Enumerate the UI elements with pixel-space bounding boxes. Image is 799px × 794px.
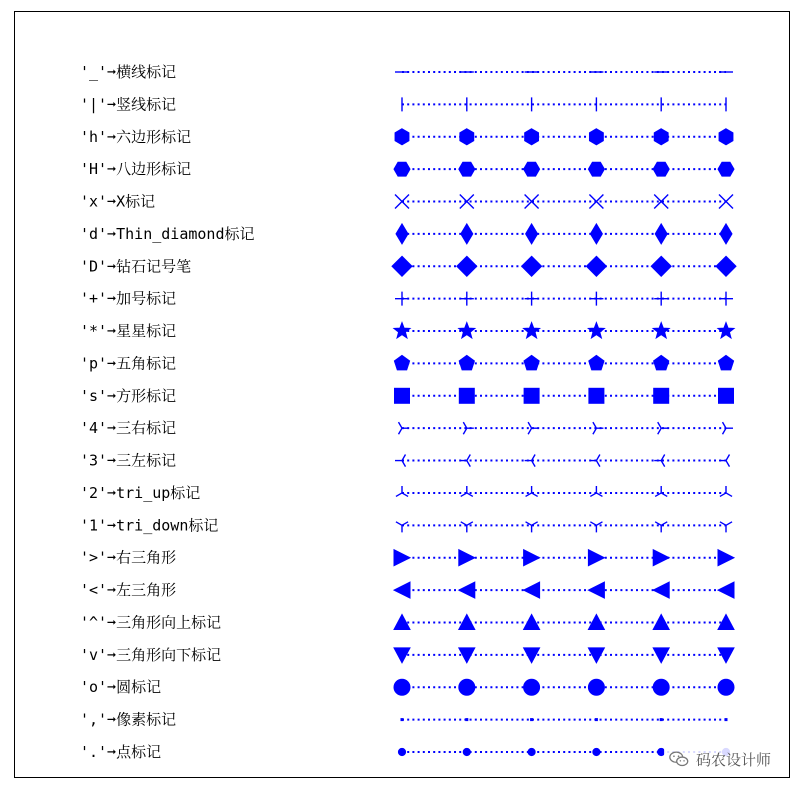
series-label: 'v'➞三角形向下标记 [80, 645, 222, 664]
series-label: 's'➞方形标记 [80, 386, 177, 405]
marker-point [394, 550, 410, 566]
marker-point [588, 550, 604, 566]
marker-point [524, 582, 540, 598]
series-3 [80, 128, 733, 146]
marker-point [459, 355, 474, 369]
series-label: 'd'➞Thin_diamond标记 [80, 224, 255, 243]
series-1 [80, 63, 733, 81]
marker-point [588, 582, 604, 598]
marker-point [392, 256, 412, 276]
marker-point [460, 455, 471, 467]
marker-point [720, 486, 732, 497]
marker-point [459, 679, 475, 695]
marker-point [718, 679, 734, 695]
marker-point [526, 224, 538, 244]
marker-point [395, 388, 410, 403]
series-18 [80, 613, 734, 631]
series-label: 'D'➞钻石记号笔 [80, 257, 192, 276]
marker-point [460, 195, 474, 209]
series-6 [80, 224, 732, 244]
marker-point [525, 195, 539, 209]
marker-point [660, 719, 662, 721]
series-label: '3'➞三左标记 [80, 451, 177, 470]
series-14 [80, 484, 732, 502]
watermark [664, 746, 775, 772]
marker-point [589, 292, 603, 306]
marker-point [466, 719, 468, 721]
series-19 [80, 646, 734, 664]
marker-point [718, 323, 734, 338]
marker-point [589, 455, 600, 467]
series-22 [80, 743, 730, 761]
marker-point [589, 355, 604, 369]
series-label: 'p'➞五角标记 [80, 354, 177, 373]
marker-point [655, 522, 667, 533]
series-5 [80, 193, 733, 211]
marker-point [459, 388, 474, 403]
series-label: '4'➞三右标记 [80, 419, 177, 438]
marker-point [723, 422, 734, 434]
series-label: 'h'➞六边形标记 [80, 127, 192, 146]
marker-point [394, 582, 410, 598]
marker-point [720, 522, 732, 533]
marker-point [589, 129, 603, 145]
series-10 [80, 354, 734, 372]
marker-point [590, 224, 602, 244]
marker-point [588, 679, 604, 695]
marker-point [528, 748, 535, 755]
series-label: '>'➞右三角形 [80, 548, 177, 567]
marker-point [654, 388, 669, 403]
marker-point [524, 323, 540, 338]
series-label: 'x'➞X标记 [80, 192, 156, 211]
marker-point [718, 550, 734, 566]
marker-point [655, 224, 667, 244]
series-label: 'H'➞八边形标记 [80, 160, 192, 179]
marker-point [461, 522, 473, 533]
marker-point [653, 162, 669, 176]
series-label: '<'➞左三角形 [80, 581, 177, 600]
marker-point [531, 719, 533, 721]
marker-point [725, 719, 727, 721]
series-20 [80, 678, 734, 696]
marker-point [718, 582, 734, 598]
series-label: '2'➞tri_up标记 [80, 483, 201, 502]
marker-point [718, 355, 733, 369]
marker-point [394, 355, 409, 369]
marker-point [658, 422, 669, 434]
marker-point [720, 224, 732, 244]
marker-point [459, 550, 475, 566]
series-label: '|'➞竖线标记 [80, 95, 177, 114]
series-9 [80, 322, 734, 340]
marker-point [524, 388, 539, 403]
marker-point [394, 323, 410, 338]
marker-point [395, 129, 409, 145]
marker-point [461, 486, 473, 497]
marker-point [525, 292, 539, 306]
series-11 [80, 387, 734, 405]
marker-point [526, 522, 538, 533]
series-12 [80, 419, 733, 437]
marker-point [459, 582, 475, 598]
marker-point [526, 486, 538, 497]
series-label: '_'➞横线标记 [80, 63, 177, 81]
marker-point [398, 748, 405, 755]
marker-point [460, 292, 474, 306]
marker-point [459, 323, 475, 338]
series-label: '+'➞加号标记 [80, 289, 177, 308]
marker-point [653, 323, 669, 338]
marker-point [651, 256, 671, 276]
marker-point [653, 679, 669, 695]
series-13 [80, 452, 730, 470]
marker-point [719, 455, 730, 467]
marker-point [457, 256, 477, 276]
marker-point [588, 162, 604, 176]
marker-point [524, 614, 540, 629]
marker-point [401, 719, 403, 721]
marker-point [654, 195, 668, 209]
marker-point [653, 550, 669, 566]
marker-point [394, 679, 410, 695]
marker-point [588, 323, 604, 338]
watermark-text: 码农设计师 [695, 750, 771, 769]
marker-point [653, 614, 669, 629]
series-label: '*'➞星星标记 [80, 322, 177, 341]
marker-point [395, 195, 409, 209]
marker-point [653, 648, 669, 663]
marker-point [593, 748, 600, 755]
marker-point [595, 719, 597, 721]
series-15 [80, 516, 732, 534]
series-8 [80, 290, 733, 308]
marker-point [524, 679, 540, 695]
marker-point [396, 486, 408, 497]
series-label: '^'➞三角形向上标记 [80, 613, 222, 632]
series-16 [80, 549, 734, 567]
marker-point [396, 224, 408, 244]
marker-point [395, 292, 409, 306]
marker-point [524, 550, 540, 566]
series-label: 'o'➞圆标记 [80, 678, 162, 697]
marker-point [654, 292, 668, 306]
marker-point [459, 162, 475, 176]
marker-point [399, 422, 410, 434]
marker-point [719, 129, 733, 145]
series-label: '1'➞tri_down标记 [80, 516, 219, 535]
marker-point [524, 162, 540, 176]
marker-point [460, 129, 474, 145]
marker-point [653, 582, 669, 598]
marker-point [528, 422, 539, 434]
marker-point [461, 224, 473, 244]
series-17 [80, 581, 734, 599]
marker-point [655, 486, 667, 497]
marker-point [590, 486, 602, 497]
series-label: ','➞像素标记 [80, 710, 177, 729]
series-2 [80, 95, 726, 113]
series-4 [80, 160, 734, 178]
marker-point [524, 355, 539, 369]
marker-point [589, 388, 604, 403]
marker-point [590, 522, 602, 533]
series-7 [80, 256, 736, 276]
marker-point [719, 292, 733, 306]
series-21 [80, 711, 727, 729]
marker-point [525, 129, 539, 145]
marker-point [586, 256, 606, 276]
marker-point [396, 522, 408, 533]
wechat-icon [668, 748, 690, 770]
marker-point [654, 129, 668, 145]
marker-point [718, 162, 734, 176]
marker-point [522, 256, 542, 276]
marker-point [719, 388, 734, 403]
marker-point [463, 748, 470, 755]
marker-point [524, 648, 540, 663]
marker-point [654, 355, 669, 369]
marker-point [716, 256, 736, 276]
marker-point [394, 162, 410, 176]
series-label: '.'➞点标记 [80, 742, 162, 761]
